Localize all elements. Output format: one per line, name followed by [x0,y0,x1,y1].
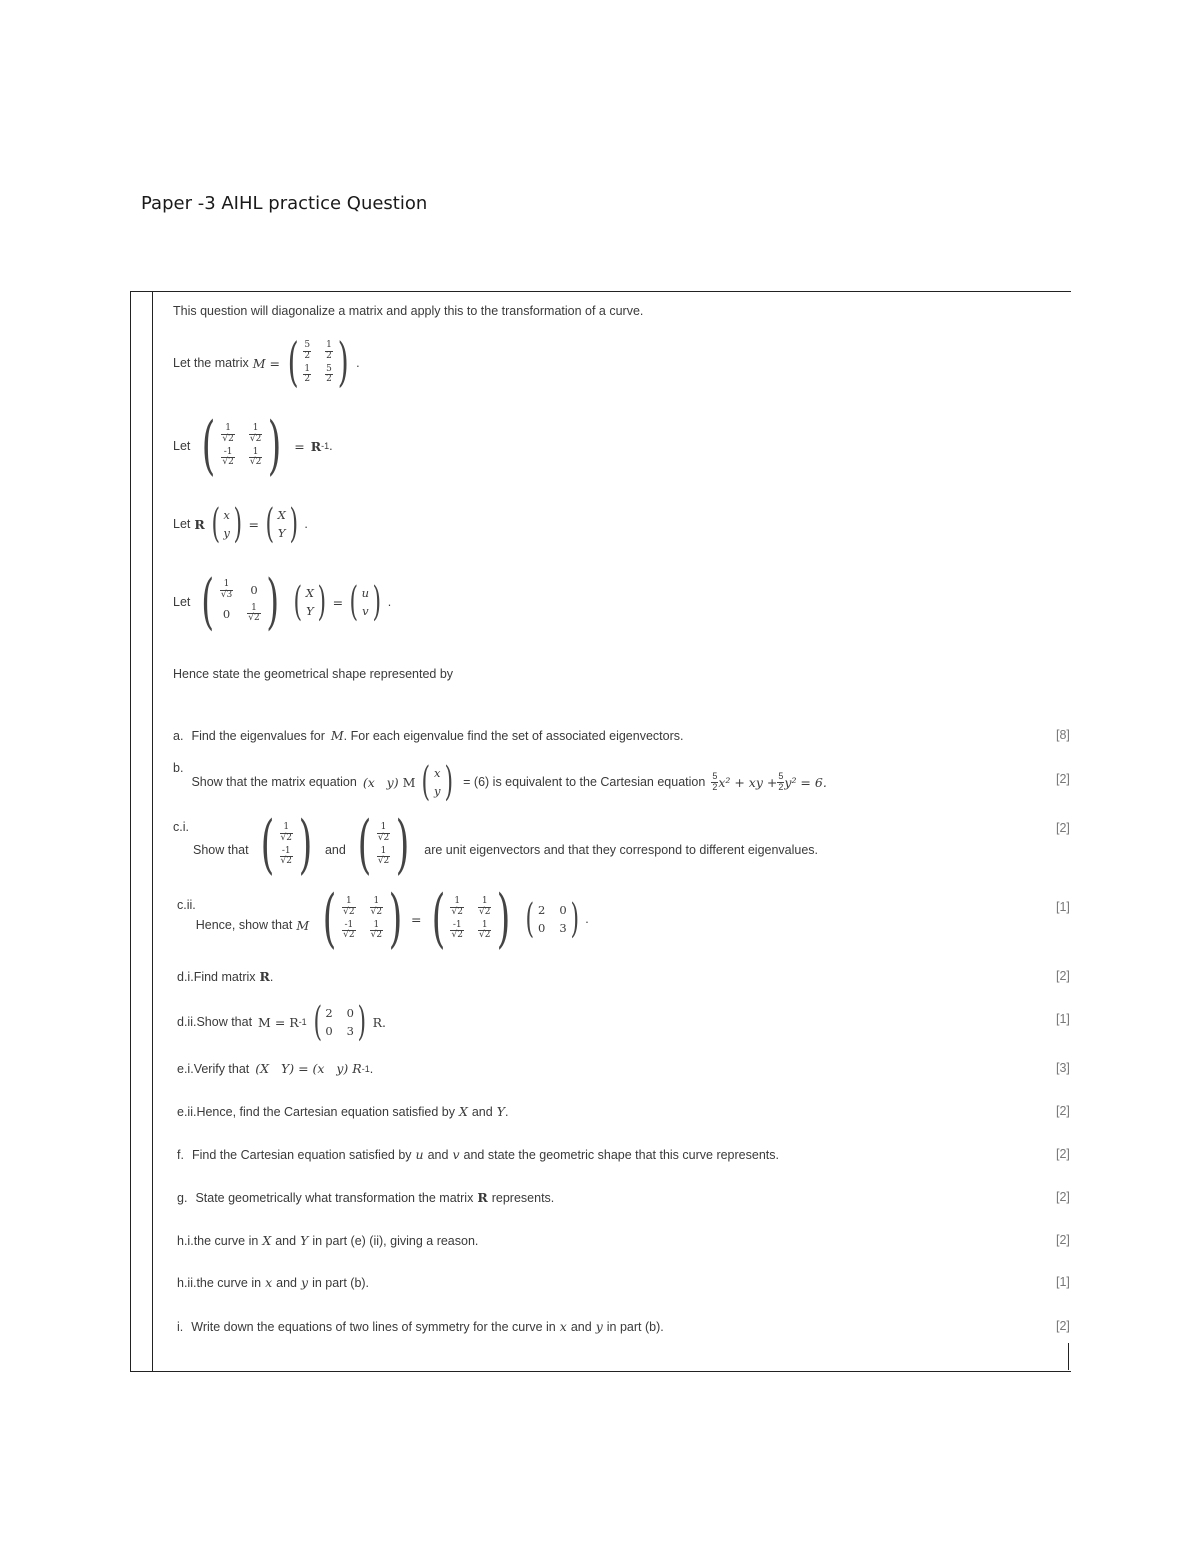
part-c-ii: c.ii. Hence, show that M ( $\frac{1}{√2}$ $\frac{1}{√2}$ $\frac{-1}{√2}$ $\frac{1}{√2}$ ) = ( $\frac{1}{√2}$ $\frac{1}{√2}$ $\frac{-1}{√2}$ $\frac{1}{√2}$ ) ( 2 0 0 3 ) . [177,882,589,956]
marks-c-ii: [1] [1056,900,1070,914]
vector-XY: ( X Y ) [265,501,298,547]
matrix-r-inverse: ( $\frac{1}{√2}$ $\frac{1}{√2}$ $\frac{-1}{√2}$ $\frac{1}{√2}$ ) [202,409,282,483]
part-g: g. State geometrically what transformation the matrix R represents. [177,1190,555,1205]
def-m-var: M [252,355,266,371]
vector-xy: ( x y ) [211,501,242,547]
marks-d-ii: [1] [1056,1012,1070,1026]
part-f: f. Find the Cartesian equation satisfied by u and v and state the geometric shape that this curve represents. [177,1147,779,1162]
marks-i: [2] [1056,1319,1070,1333]
vector-uv: ( u v ) [349,579,382,625]
definition-uv: Let ( $\frac{1}{√3}$ 0 0 $\frac{1}{√2}$ ) ( X Y ) = ( u v ) . [173,567,392,637]
part-c-i: c.i. Show that ( $\frac{1}{√2}$ $\frac{-1}{√2}$ ) and ( $\frac{1}{√2}$ $\frac{1}{√2}$ ) are unit eigenvectors and that they correspond to different eigenvalues. [173,808,819,882]
definition-m: Let the matrix M = ( $\frac{5}{2}$ $\frac{1}{2}$ $\frac{1}{2}$ $\frac{5}{2}$ ) . [173,333,360,393]
part-b: b. Show that the matrix equation (x y) M ( x y ) = (6) is equivalent to the Cartesian equation $\frac{5}{2}$ x² + xy + $\frac{5}{2}$ y² = 6. [173,759,827,805]
hence-shape: Hence state the geometrical shape represented by [173,667,454,681]
part-a: a. Find the eigenvalues for M . For each eigenvalue find the set of associated eigenvectors. [173,728,684,743]
part-h-ii: h.ii. the curve in x and y in part (b). [177,1275,370,1290]
part-i: i. Write down the equations of two lines of symmetry for the curve in x and y in part (b). [177,1319,664,1334]
part-d-ii: d.ii. Show that M = R -1 ( 2 0 0 3 ) R. [177,999,386,1045]
marks-e-ii: [2] [1056,1104,1070,1118]
frame-corner-tick [1068,1343,1069,1370]
marks-b: [2] [1056,772,1070,786]
m-entry-a: $\frac{5}{2}$ [304,340,311,361]
equals-sign: = [269,355,281,371]
r-symbol: R [310,438,322,454]
def-m-prefix: Let the matrix [173,356,249,370]
part-h-i: h.i. the curve in X and Y in part (e) (ii), giving a reason. [177,1233,479,1248]
part-d-i: d.i. Find matrix R . [177,969,274,984]
r-superscript: -1 [321,441,330,451]
marks-g: [2] [1056,1190,1070,1204]
part-e-ii: e.ii. Hence, find the Cartesian equation satisfied by X and Y . [177,1104,509,1119]
frame-divider [152,291,153,1371]
marks-h-i: [2] [1056,1233,1070,1247]
let-word: Let [173,439,191,453]
definition-r-inverse: Let ( $\frac{1}{√2}$ $\frac{1}{√2}$ $\frac{-1}{√2}$ $\frac{1}{√2}$ ) = R -1 . [173,409,333,483]
question-intro: This question will diagonalize a matrix and apply this to the transformation of a curve. [173,304,644,318]
page-title: Paper -3 AIHL practice Question [141,193,428,214]
m-entry-d: $\frac{5}{2}$ [326,364,332,385]
marks-c-i: [2] [1056,821,1070,835]
m-entry-b: $\frac{1}{2}$ [326,340,332,361]
definition-r-map: Let R ( x y ) = ( X Y ) . [173,501,308,547]
m-entry-c: $\frac{1}{2}$ [304,364,311,385]
marks-e-i: [3] [1056,1061,1070,1075]
matrix-scale: ( $\frac{1}{√3}$ 0 0 $\frac{1}{√2}$ ) [201,567,279,637]
marks-a: [8] [1056,728,1070,742]
marks-f: [2] [1056,1147,1070,1161]
marks-h-ii: [1] [1056,1275,1070,1289]
marks-d-i: [2] [1056,969,1070,983]
part-e-i: e.i. Verify that (X Y) = (x y) R -1 . [177,1061,374,1076]
matrix-m: ( $\frac{5}{2}$ $\frac{1}{2}$ $\frac{1}{2}$ $\frac{5}{2}$ ) [287,333,349,393]
